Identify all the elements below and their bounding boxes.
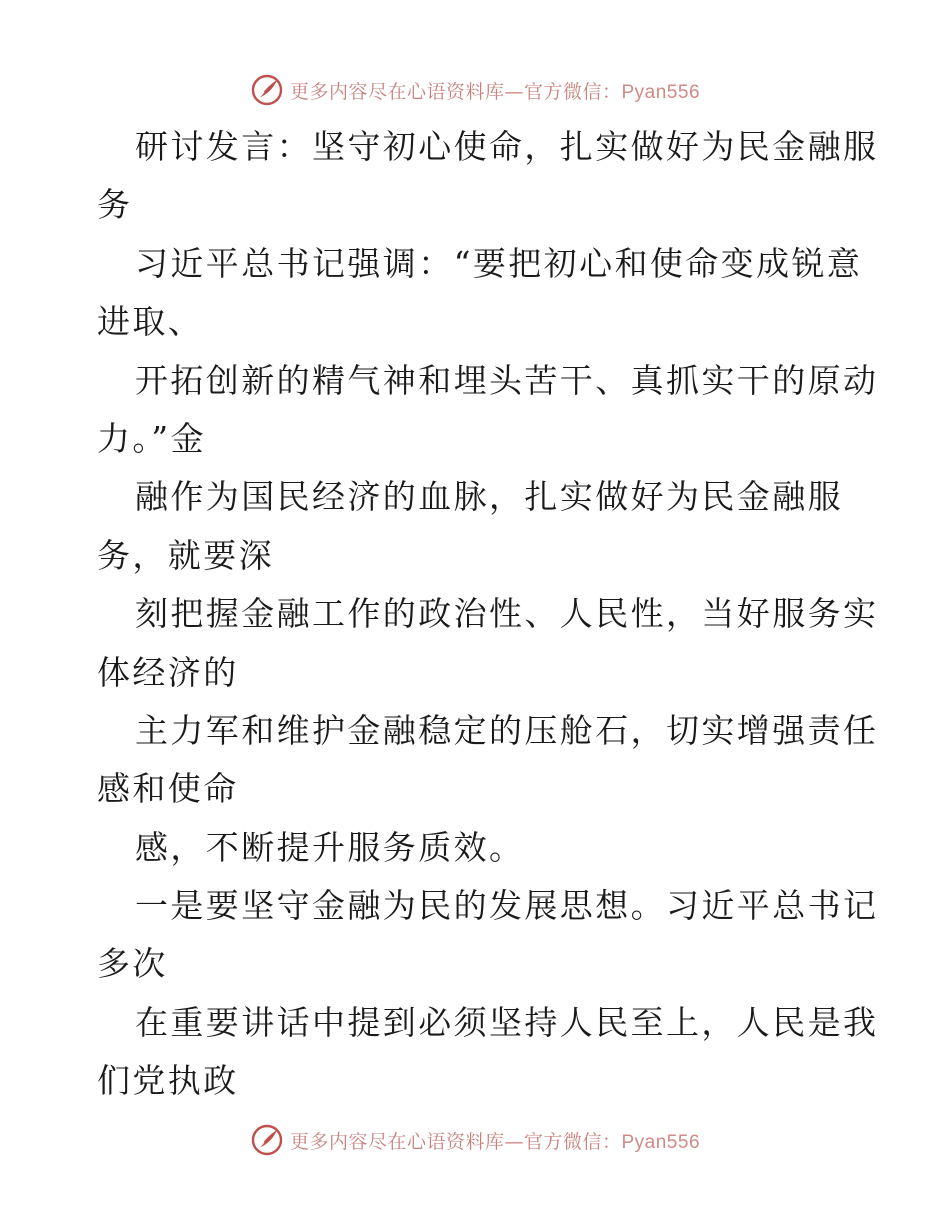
- header-watermark: [0, 70, 950, 110]
- body-line: 研讨发言：坚守初心使命，扎实做好为民金融服: [135, 127, 879, 166]
- body-line: 力。”金: [97, 418, 206, 458]
- body-line: 习近平总书记强调：“要把初心和使命变成锐意: [135, 243, 863, 283]
- watermark-text: 更多内容尽在心语资料库—官方微信：Pyan556: [289, 1130, 701, 1153]
- body-line: 感和使命: [97, 769, 239, 809]
- body-line: 务，就要深: [97, 535, 274, 575]
- body-line: 在重要讲话中提到必须坚持人民至上，人民是我: [135, 1002, 879, 1042]
- body-line: 进取、: [97, 302, 204, 342]
- body-line: 多次: [97, 944, 168, 984]
- body-line: 主力军和维护金融稳定的压舱石，切实增强责任: [135, 710, 879, 750]
- body-line: 融作为国民经济的血脉，扎实做好为民金融服: [135, 477, 843, 517]
- watermark-text: 更多内容尽在心语资料库—官方微信：Pyan556: [289, 80, 701, 103]
- body-line: 一是要坚守金融为民的发展思想。习近平总书记: [135, 886, 879, 926]
- feather-pen-seal-icon: [250, 1123, 284, 1157]
- body-line: 体经济的: [97, 652, 239, 692]
- body-line: 开拓创新的精气神和埋头苦干、真抓实干的原动: [135, 360, 879, 400]
- document-body: [97, 118, 879, 1111]
- body-line: 刻把握金融工作的政治性、人民性，当好服务实: [135, 594, 879, 634]
- body-line: 们党执政: [97, 1061, 239, 1101]
- body-line: 务: [97, 185, 133, 225]
- body-line: 感，不断提升服务质效。: [135, 827, 525, 867]
- feather-pen-seal-icon: [250, 73, 284, 107]
- footer-watermark: [0, 1120, 950, 1160]
